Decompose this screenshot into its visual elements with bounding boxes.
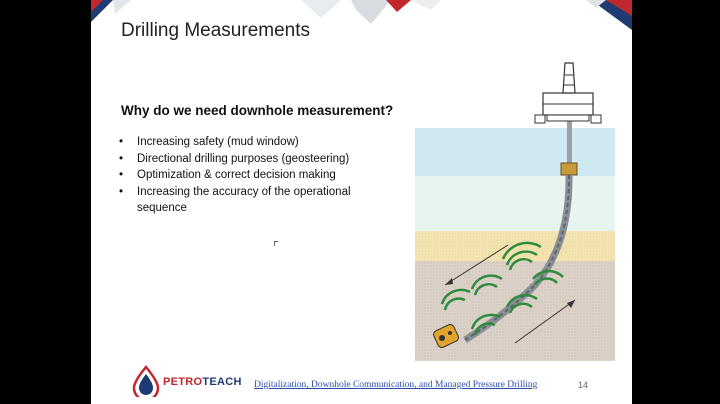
downhole-illustration (415, 55, 618, 363)
section-heading: Why do we need downhole measurement? (121, 103, 394, 118)
page-number: 14 (578, 380, 589, 390)
sea-layer (415, 176, 615, 231)
slide-title: Drilling Measurements (121, 20, 311, 41)
drop-logo-icon (131, 365, 161, 397)
petroteach-logo (131, 365, 271, 399)
bop-stack (561, 163, 577, 175)
bullet-item: • Increasing safety (mud window) (119, 134, 389, 151)
water-layer (415, 128, 615, 176)
bullet-item: • Increasing the accuracy of the operational sequence (119, 184, 389, 217)
riser (567, 115, 572, 170)
bullet-item: • Directional drilling purposes (geosteering) (119, 151, 389, 168)
logo-wordmark (163, 376, 242, 388)
logo-part-teach: TEACH (202, 376, 242, 388)
mouse-pointer-icon (274, 241, 278, 246)
bullet-list (119, 134, 389, 217)
footer-course-link[interactable]: Digitalization, Downhole Communication, and Managed Pressure Drilling (254, 380, 538, 390)
drilling-rig-icon (535, 63, 601, 123)
slide (91, 0, 632, 404)
bullet-item: • Optimization & correct decision making (119, 167, 389, 184)
logo-part-petro: PETRO (163, 376, 203, 388)
